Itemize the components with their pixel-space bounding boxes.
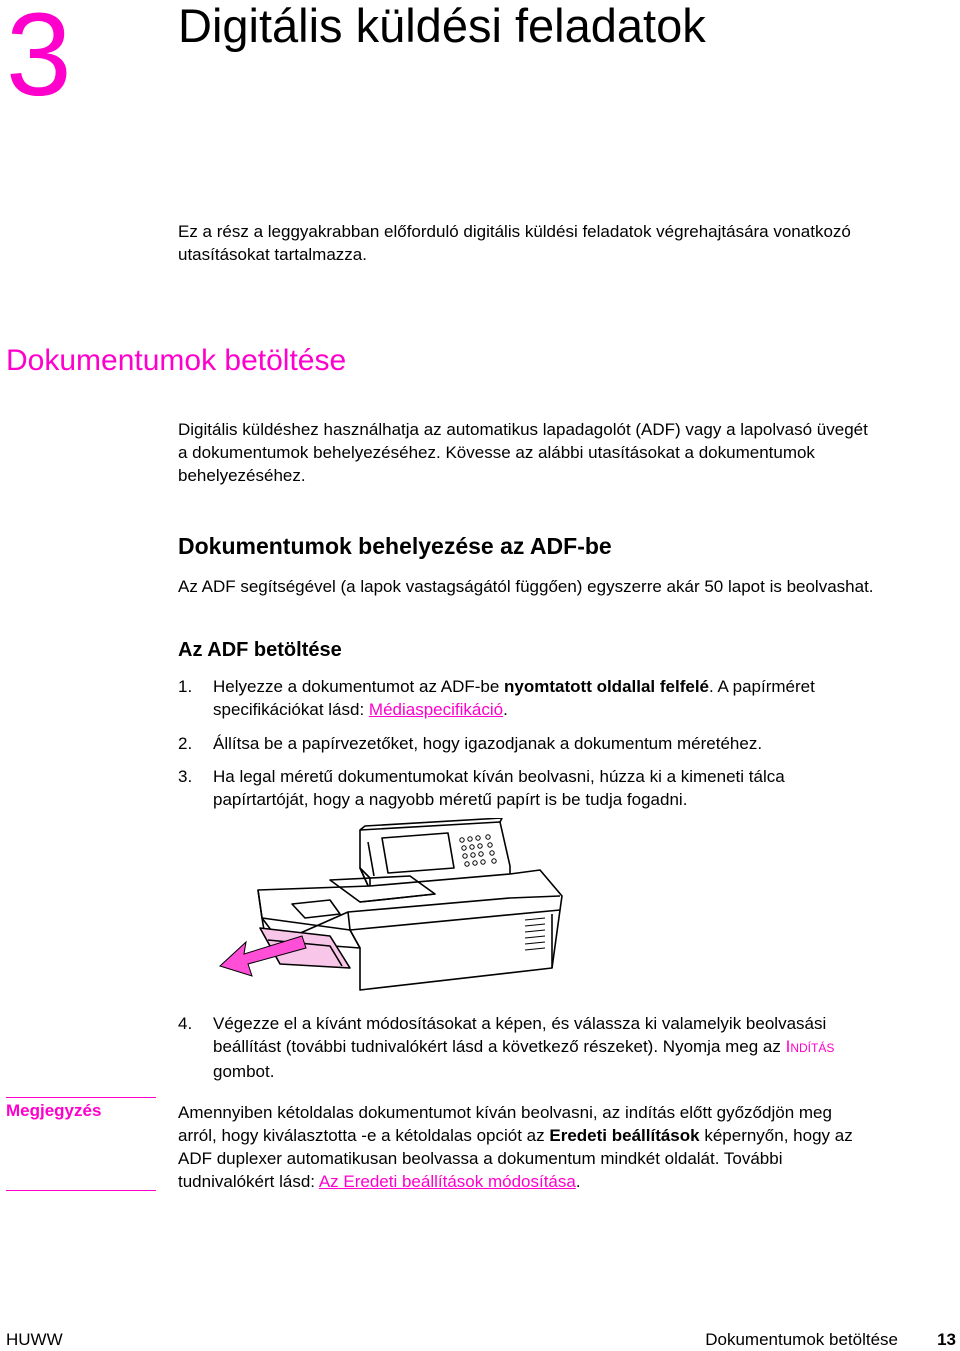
note-line: ADF duplexer automatikusan beolvassa a dokumentum mindkét oldalát. További	[178, 1149, 783, 1168]
step-text: Helyezze a dokumentumot az ADF-be	[213, 677, 505, 696]
start-button-rest: NDÍTÁS	[790, 1041, 835, 1055]
intro-paragraph: Ez a rész a leggyakrabban előforduló digitális küldési feladatok végrehajtására vonatkozó utasításokat tartalmazza.	[178, 222, 851, 264]
original-settings-link[interactable]: Az Eredeti beállítások módosítása	[318, 1172, 576, 1191]
chapter-number: 3	[6, 0, 70, 121]
step-number: 1.	[178, 677, 193, 696]
step-number: 4.	[178, 1014, 193, 1033]
subsection-heading: Dokumentumok behelyezése az ADF-be	[178, 533, 612, 559]
step-1	[178, 675, 898, 721]
note-top-rule	[6, 1097, 156, 1098]
step-text: papírtartóját, hogy a nagyobb méretű papírt is be tudja fogadni.	[213, 790, 688, 809]
section-paragraph-line: Digitális küldéshez használhatja az automatikus lapadagolót (ADF) vagy a lapolvasó üvegét	[178, 420, 868, 439]
step-3	[178, 765, 898, 811]
step-2	[178, 732, 898, 755]
chapter-title: Digitális küldési feladatok	[178, 0, 706, 52]
media-spec-link[interactable]: Médiaspecifikáció	[368, 700, 504, 719]
note-text: arról, hogy kiválasztotta -e a kétoldalas opciót az	[178, 1126, 550, 1145]
step-4-line-2	[213, 1035, 898, 1060]
step-text: Végezze el a kívánt módosításokat a képen, és válassza ki valamelyik beolvasási	[213, 1014, 827, 1033]
section-paragraph	[178, 418, 958, 487]
note-line	[178, 1124, 948, 1147]
note-emphasis: Eredeti beállítások	[549, 1126, 700, 1145]
note-text: tudnivalókért lásd:	[178, 1172, 319, 1191]
step-4	[178, 1012, 898, 1083]
step-number: 2.	[178, 734, 193, 753]
printer-illustration	[210, 818, 570, 998]
footer-left: HUWW	[6, 1330, 63, 1349]
step-text: Állítsa be a papírvezetőket, hogy igazodjanak a dokumentum méretéhez.	[213, 734, 763, 753]
step-text: gombot.	[213, 1062, 275, 1081]
footer-section: Dokumentumok betöltése	[705, 1330, 898, 1349]
step-text: Ha legal méretű dokumentumokat kíván beolvasni, húzza ki a kimeneti tálca	[213, 767, 785, 786]
step-text: specifikációkat lásd:	[213, 700, 369, 719]
step-text: .	[503, 700, 508, 719]
note-text: .	[575, 1172, 581, 1191]
start-button-initial: I	[785, 1037, 791, 1056]
note-label: Megjegyzés	[6, 1101, 102, 1120]
note-bottom-rule	[6, 1190, 156, 1191]
step-1-line-1	[213, 675, 898, 698]
footer-page-number: 13	[937, 1330, 956, 1349]
step-number: 3.	[178, 767, 193, 786]
subsection-paragraph: Az ADF segítségével (a lapok vastagságától függően) egyszerre akár 50 lapot is beolvashat.	[178, 577, 874, 596]
note-line: Amennyiben kétoldalas dokumentumot kíván beolvasni, az indítás előtt győződjön meg	[178, 1103, 832, 1122]
note-line	[178, 1170, 948, 1193]
start-button-label[interactable]	[786, 1037, 835, 1056]
procedure-heading: Az ADF betöltése	[178, 639, 342, 661]
section-paragraph-line: a dokumentumok behelyezéséhez. Kövesse az alábbi utasításokat a dokumentumok	[178, 443, 815, 462]
step-emphasis: nyomtatott oldallal felfelé	[504, 677, 710, 696]
note-text: képernyőn, hogy az	[699, 1126, 853, 1145]
section-paragraph-line: behelyezéséhez.	[178, 466, 306, 485]
step-text: . A papírméret	[709, 677, 815, 696]
step-text: beállítást (további tudnivalókért lásd a következő részeket). Nyomja meg az	[213, 1037, 786, 1056]
section-heading: Dokumentumok betöltése	[6, 344, 347, 377]
note-body	[178, 1101, 948, 1193]
step-1-line-2	[213, 698, 898, 721]
